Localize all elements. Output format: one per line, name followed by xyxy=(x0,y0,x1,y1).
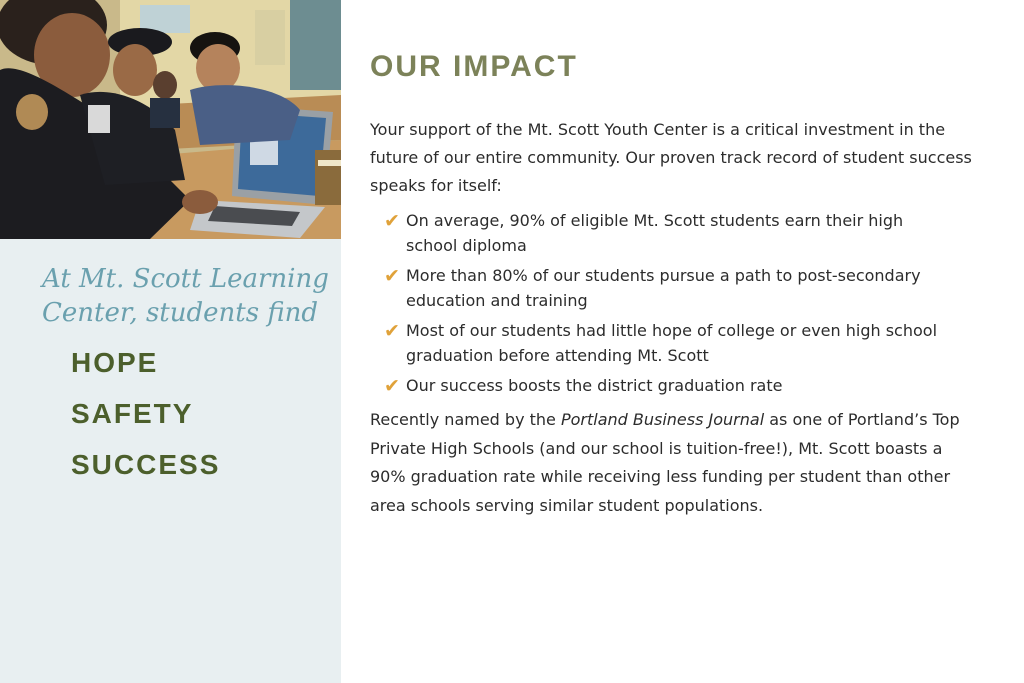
list-item xyxy=(384,263,944,313)
publication-name: Portland Business Journal xyxy=(560,410,765,429)
list-item-text: More than 80% of our students pursue a path to post-secondary education and training xyxy=(406,266,921,310)
closing-text-before: Recently named by the xyxy=(370,410,561,429)
page-title: OUR IMPACT xyxy=(370,50,578,83)
checkmark-icon: ✔ xyxy=(384,320,400,342)
closing-text-after: as one of Portland’s Top Private High Schools (and our school is tuition-free!), Mt. Scott boasts a 90% graduation rate while receiving less funding per student than other area schools serving similar student populations. xyxy=(370,410,960,515)
classroom-photo xyxy=(0,0,341,239)
checkmark-icon: ✔ xyxy=(384,210,400,232)
list-item xyxy=(384,208,944,258)
checkmark-icon: ✔ xyxy=(384,265,400,287)
impact-list xyxy=(384,208,944,403)
checkmark-icon: ✔ xyxy=(384,375,400,397)
closing-paragraph xyxy=(370,406,980,520)
value-hope: HOPE xyxy=(71,347,159,378)
classroom-photo-illustration xyxy=(0,0,341,239)
value-safety: SAFETY xyxy=(71,398,194,429)
value-success: SUCCESS xyxy=(71,449,221,480)
list-item xyxy=(384,373,944,398)
values-list xyxy=(71,345,220,498)
list-item-text: On average, 90% of eligible Mt. Scott students earn their high school diploma xyxy=(406,211,904,255)
tagline: At Mt. Scott Learning Center, students find xyxy=(42,264,329,328)
left-panel xyxy=(0,0,341,683)
intro-paragraph: Your support of the Mt. Scott Youth Center is a critical investment in the future of our entire community. Our proven track record of student success speaks for itself: xyxy=(370,120,972,195)
list-item-text: Most of our students had little hope of college or even high school graduation before attending Mt. Scott xyxy=(406,321,938,365)
list-item xyxy=(384,318,944,368)
list-item-text: Our success boosts the district graduation rate xyxy=(406,376,783,395)
